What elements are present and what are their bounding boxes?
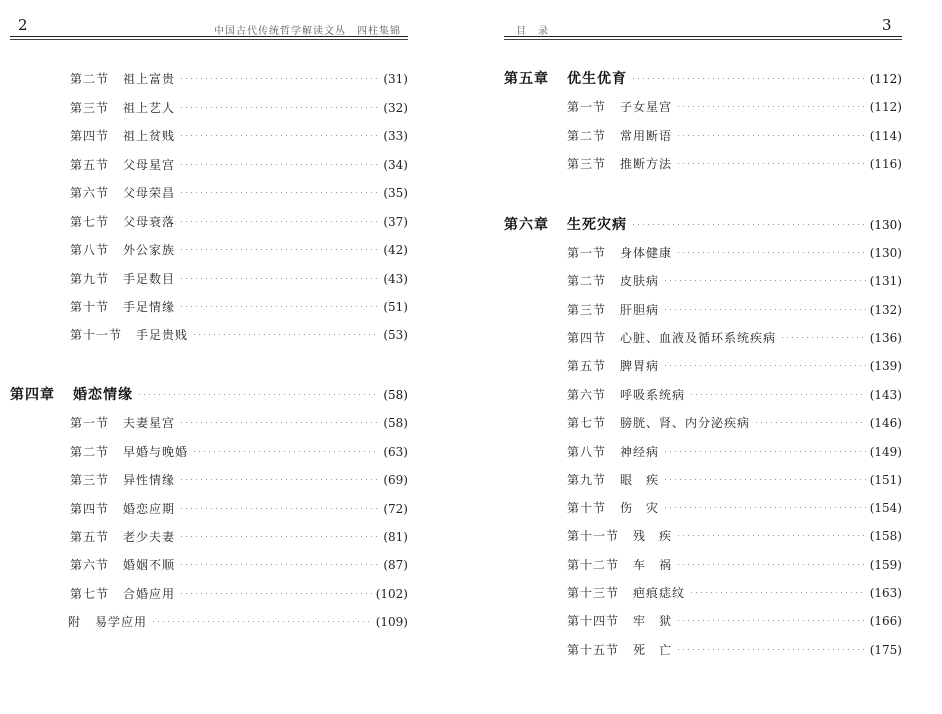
entry-page: (154) bbox=[869, 501, 902, 515]
entry-label: 附 bbox=[68, 615, 82, 629]
leader-dots bbox=[676, 620, 866, 621]
entry-title: 残 疾 bbox=[633, 529, 673, 543]
entry-label: 第六节 bbox=[70, 186, 110, 200]
entry-title: 父母衰落 bbox=[123, 215, 176, 229]
entry-page: (51) bbox=[383, 300, 408, 314]
leader-dots bbox=[663, 507, 866, 508]
entry-title: 父母星宫 bbox=[123, 158, 176, 172]
chapter-page: (58) bbox=[383, 388, 408, 402]
entry-page: (87) bbox=[383, 558, 408, 572]
toc-entry[interactable] bbox=[567, 499, 902, 516]
entry-page: (166) bbox=[869, 614, 902, 628]
entry-title: 身体健康 bbox=[620, 246, 673, 260]
leader-dots bbox=[676, 163, 866, 164]
entry-label: 第一节 bbox=[567, 100, 607, 114]
entry-page: (143) bbox=[869, 388, 902, 402]
entry-page: (139) bbox=[869, 359, 902, 373]
leader-dots bbox=[754, 422, 866, 423]
toc-entry[interactable] bbox=[567, 527, 902, 544]
leader-dots bbox=[192, 451, 379, 452]
entry-label: 第十一节 bbox=[567, 529, 620, 543]
entry-page: (58) bbox=[383, 416, 408, 430]
leader-dots bbox=[663, 365, 866, 366]
entry-title: 呼吸系统病 bbox=[620, 388, 686, 402]
toc-entry[interactable] bbox=[567, 98, 902, 115]
entry-title: 牢 狱 bbox=[633, 614, 673, 628]
entry-label: 第八节 bbox=[70, 243, 110, 257]
entry-page: (158) bbox=[869, 529, 902, 543]
right-header-rule-thin bbox=[504, 39, 902, 40]
entry-title: 合婚应用 bbox=[123, 587, 176, 601]
entry-page: (163) bbox=[869, 586, 902, 600]
toc-entry[interactable] bbox=[70, 556, 408, 573]
toc-entry[interactable] bbox=[567, 272, 902, 289]
chapter-heading-5[interactable] bbox=[504, 68, 902, 88]
entry-page: (63) bbox=[383, 445, 408, 459]
leader-dots bbox=[179, 278, 379, 279]
entry-title: 脾胃病 bbox=[620, 359, 660, 373]
toc-entry[interactable] bbox=[70, 471, 408, 488]
toc-entry[interactable] bbox=[70, 241, 408, 258]
entry-label: 第十二节 bbox=[567, 558, 620, 572]
toc-entry[interactable] bbox=[70, 184, 408, 201]
chapter-title: 优生优育 bbox=[567, 71, 627, 87]
entry-title: 肝胆病 bbox=[620, 303, 660, 317]
entry-title: 眼 疾 bbox=[620, 473, 660, 487]
entry-page: (151) bbox=[869, 473, 902, 487]
leader-dots bbox=[689, 592, 866, 593]
entry-title: 皮肤病 bbox=[620, 274, 660, 288]
entry-title: 手足贵贱 bbox=[136, 328, 189, 342]
entry-label: 第九节 bbox=[70, 272, 110, 286]
entry-label: 第一节 bbox=[567, 246, 607, 260]
entry-page: (35) bbox=[383, 186, 408, 200]
leader-dots bbox=[780, 337, 866, 338]
entry-title: 祖上艺人 bbox=[123, 101, 176, 115]
leader-dots bbox=[179, 479, 379, 480]
entry-title: 异性情缘 bbox=[123, 473, 176, 487]
toc-entry[interactable] bbox=[567, 301, 902, 318]
entry-title: 心脏、血液及循环系统疾病 bbox=[620, 331, 777, 345]
leader-dots bbox=[631, 224, 866, 225]
chapter-label: 第六章 bbox=[504, 217, 549, 233]
toc-entry[interactable] bbox=[70, 99, 408, 116]
entry-label: 第三节 bbox=[70, 473, 110, 487]
entry-label: 第十三节 bbox=[567, 586, 620, 600]
left-running-head: 中国古代传统哲学解读文丛 四柱集锦 bbox=[214, 26, 401, 37]
entry-page: (32) bbox=[383, 101, 408, 115]
toc-entry[interactable] bbox=[567, 357, 902, 374]
entry-label: 第四节 bbox=[70, 502, 110, 516]
left-page-number: 2 bbox=[18, 16, 28, 34]
entry-title: 推断方法 bbox=[620, 157, 673, 171]
leader-dots bbox=[689, 394, 866, 395]
toc-entry[interactable] bbox=[567, 641, 902, 658]
entry-page: (37) bbox=[383, 215, 408, 229]
entry-title: 常用断语 bbox=[620, 129, 673, 143]
toc-entry[interactable] bbox=[70, 326, 408, 343]
entry-label: 第十节 bbox=[70, 300, 110, 314]
toc-entry[interactable] bbox=[567, 443, 902, 460]
entry-label: 第十四节 bbox=[567, 614, 620, 628]
entry-title: 死 亡 bbox=[633, 643, 673, 657]
leader-dots bbox=[676, 135, 866, 136]
chapter-page: (130) bbox=[869, 218, 902, 232]
entry-page: (43) bbox=[383, 272, 408, 286]
entry-page: (69) bbox=[383, 473, 408, 487]
entry-title: 外公家族 bbox=[123, 243, 176, 257]
entry-label: 第三节 bbox=[567, 157, 607, 171]
leader-dots bbox=[179, 508, 379, 509]
entry-title: 婚恋应期 bbox=[123, 502, 176, 516]
chapter-heading-4[interactable] bbox=[10, 384, 408, 404]
entry-page: (131) bbox=[869, 274, 902, 288]
entry-page: (149) bbox=[869, 445, 902, 459]
entry-page: (34) bbox=[383, 158, 408, 172]
entry-label: 第八节 bbox=[567, 445, 607, 459]
entry-label: 第五节 bbox=[567, 359, 607, 373]
entry-title: 易学应用 bbox=[95, 615, 148, 629]
entry-page: (159) bbox=[869, 558, 902, 572]
entry-page: (81) bbox=[383, 530, 408, 544]
entry-page: (116) bbox=[869, 157, 902, 171]
entry-label: 第六节 bbox=[70, 558, 110, 572]
toc-entry[interactable] bbox=[70, 70, 408, 87]
entry-title: 车 祸 bbox=[633, 558, 673, 572]
leader-dots bbox=[179, 422, 379, 423]
entry-title: 老少夫妻 bbox=[123, 530, 176, 544]
entry-page: (109) bbox=[375, 615, 408, 629]
toc-entry[interactable] bbox=[70, 585, 408, 602]
entry-page: (53) bbox=[383, 328, 408, 342]
entry-page: (146) bbox=[869, 416, 902, 430]
chapter-page: (112) bbox=[869, 72, 902, 86]
toc-entry[interactable] bbox=[567, 155, 902, 172]
entry-label: 第二节 bbox=[70, 445, 110, 459]
entry-page: (33) bbox=[383, 129, 408, 143]
entry-label: 第二节 bbox=[567, 274, 607, 288]
entry-label: 第一节 bbox=[70, 416, 110, 430]
leader-dots bbox=[179, 536, 379, 537]
leader-dots bbox=[663, 479, 866, 480]
toc-entry[interactable] bbox=[567, 329, 902, 346]
toc-entry[interactable] bbox=[567, 244, 902, 261]
toc-entry[interactable] bbox=[70, 213, 408, 230]
entry-label: 第十一节 bbox=[70, 328, 123, 342]
leader-dots bbox=[179, 564, 379, 565]
leader-dots bbox=[676, 252, 866, 253]
entry-page: (102) bbox=[375, 587, 408, 601]
entry-title: 夫妻星宫 bbox=[123, 416, 176, 430]
entry-page: (132) bbox=[869, 303, 902, 317]
toc-entry[interactable] bbox=[567, 584, 902, 601]
entry-title: 手足数目 bbox=[123, 272, 176, 286]
entry-label: 第七节 bbox=[70, 215, 110, 229]
entry-title: 子女星宫 bbox=[620, 100, 673, 114]
leader-dots bbox=[676, 649, 866, 650]
toc-entry-appendix[interactable] bbox=[68, 613, 408, 630]
entry-label: 第九节 bbox=[567, 473, 607, 487]
leader-dots bbox=[192, 334, 379, 335]
entry-title: 祖上富贵 bbox=[123, 72, 176, 86]
entry-page: (72) bbox=[383, 502, 408, 516]
right-page-number: 3 bbox=[882, 16, 892, 34]
chapter-label: 第五章 bbox=[504, 71, 549, 87]
entry-label: 第四节 bbox=[567, 331, 607, 345]
entry-label: 第三节 bbox=[70, 101, 110, 115]
toc-entry[interactable] bbox=[70, 414, 408, 431]
leader-dots bbox=[663, 309, 866, 310]
leader-dots bbox=[179, 306, 379, 307]
entry-label: 第七节 bbox=[567, 416, 607, 430]
toc-entry[interactable] bbox=[70, 298, 408, 315]
leader-dots bbox=[179, 192, 379, 193]
toc-entry[interactable] bbox=[567, 556, 902, 573]
toc-entry[interactable] bbox=[567, 386, 902, 403]
entry-title: 早婚与晚婚 bbox=[123, 445, 189, 459]
entry-label: 第六节 bbox=[567, 388, 607, 402]
leader-dots bbox=[151, 621, 372, 622]
entry-title: 神经病 bbox=[620, 445, 660, 459]
leader-dots bbox=[137, 394, 379, 395]
leader-dots bbox=[631, 78, 866, 79]
chapter-heading-6[interactable] bbox=[504, 214, 902, 234]
entry-label: 第三节 bbox=[567, 303, 607, 317]
entry-label: 第四节 bbox=[70, 129, 110, 143]
toc-entry[interactable] bbox=[70, 156, 408, 173]
toc-entry[interactable] bbox=[70, 443, 408, 460]
left-header bbox=[0, 16, 471, 38]
toc-entry[interactable] bbox=[567, 471, 902, 488]
entry-page: (136) bbox=[869, 331, 902, 345]
entry-label: 第五节 bbox=[70, 530, 110, 544]
leader-dots bbox=[663, 280, 866, 281]
leader-dots bbox=[179, 593, 372, 594]
chapter-label: 第四章 bbox=[10, 387, 55, 403]
entry-page: (112) bbox=[869, 100, 902, 114]
leader-dots bbox=[179, 221, 379, 222]
leader-dots bbox=[663, 451, 866, 452]
toc-entry[interactable] bbox=[70, 270, 408, 287]
entry-title: 膀胱、肾、内分泌疾病 bbox=[620, 416, 751, 430]
leader-dots bbox=[676, 106, 866, 107]
entry-title: 婚姻不顺 bbox=[123, 558, 176, 572]
leader-dots bbox=[676, 535, 866, 536]
entry-title: 父母荣昌 bbox=[123, 186, 176, 200]
right-page bbox=[471, 0, 942, 714]
entry-label: 第二节 bbox=[567, 129, 607, 143]
chapter-title: 生死灾病 bbox=[567, 217, 627, 233]
left-header-rule bbox=[10, 36, 408, 37]
toc-entry[interactable] bbox=[70, 500, 408, 517]
leader-dots bbox=[179, 135, 379, 136]
entry-page: (130) bbox=[869, 246, 902, 260]
entry-label: 第二节 bbox=[70, 72, 110, 86]
leader-dots bbox=[179, 249, 379, 250]
entry-title: 伤 灾 bbox=[620, 501, 660, 515]
leader-dots bbox=[676, 564, 866, 565]
toc-entry[interactable] bbox=[70, 127, 408, 144]
entry-label: 第十节 bbox=[567, 501, 607, 515]
right-header-rule bbox=[504, 36, 902, 37]
leader-dots bbox=[179, 78, 379, 79]
leader-dots bbox=[179, 107, 379, 108]
entry-label: 第七节 bbox=[70, 587, 110, 601]
right-running-head: 目 录 bbox=[516, 26, 549, 37]
toc-entry[interactable] bbox=[567, 414, 902, 431]
entry-title: 手足情缘 bbox=[123, 300, 176, 314]
right-header bbox=[471, 16, 942, 38]
entry-title: 疤痕痣纹 bbox=[633, 586, 686, 600]
toc-entry[interactable] bbox=[567, 612, 902, 629]
entry-label: 第五节 bbox=[70, 158, 110, 172]
entry-title: 祖上贫贱 bbox=[123, 129, 176, 143]
entry-page: (175) bbox=[869, 643, 902, 657]
leader-dots bbox=[179, 164, 379, 165]
chapter-title: 婚恋情缘 bbox=[73, 387, 133, 403]
entry-page: (31) bbox=[383, 72, 408, 86]
left-header-rule-thin bbox=[10, 39, 408, 40]
entry-page: (42) bbox=[383, 243, 408, 257]
toc-entry[interactable] bbox=[567, 127, 902, 144]
toc-entry[interactable] bbox=[70, 528, 408, 545]
entry-label: 第十五节 bbox=[567, 643, 620, 657]
entry-page: (114) bbox=[869, 129, 902, 143]
